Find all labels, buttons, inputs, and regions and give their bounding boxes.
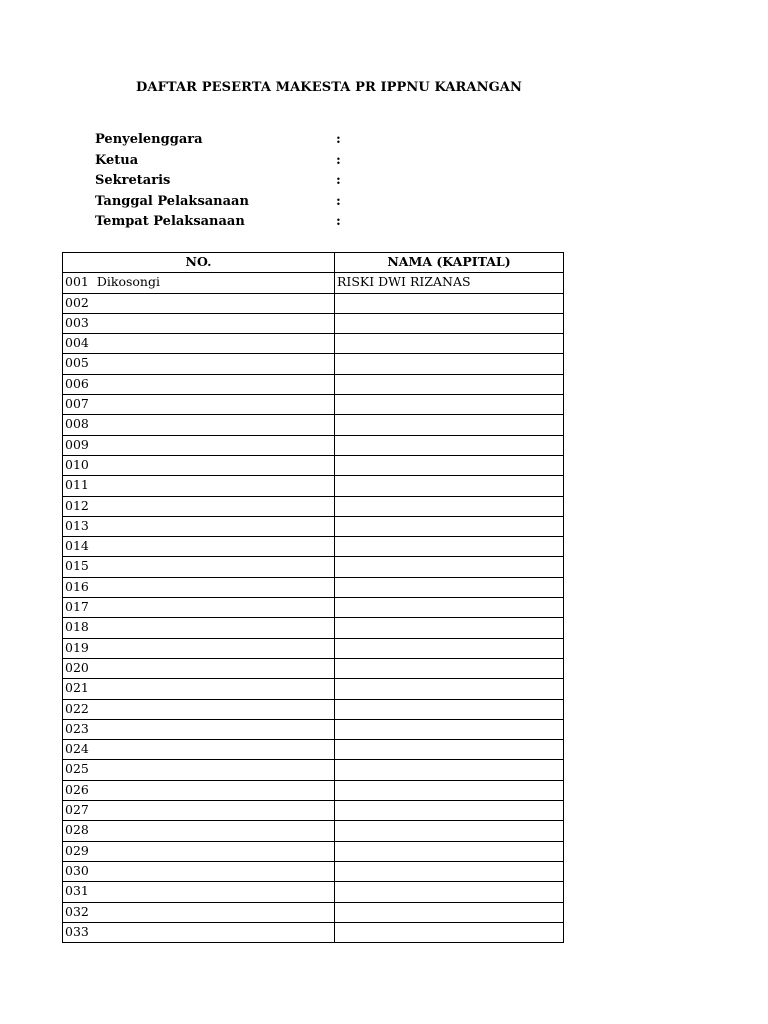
row-number: 019 (65, 639, 89, 655)
field-label: Penyelenggara (95, 132, 203, 147)
row-number-cell (63, 577, 335, 597)
row-number-cell (63, 902, 335, 922)
row-number: 009 (65, 436, 89, 452)
row-number-cell (63, 455, 335, 475)
row-number-cell (63, 760, 335, 780)
table-row (63, 598, 564, 618)
row-number-cell (63, 719, 335, 739)
row-number: 001 (65, 274, 89, 290)
row-number-cell (63, 638, 335, 658)
row-number: 015 (65, 558, 89, 574)
row-number: 027 (65, 802, 89, 818)
field-colon: : (336, 193, 341, 209)
table-header-row (63, 253, 564, 273)
row-number-cell (63, 476, 335, 496)
row-name-cell (335, 496, 564, 516)
row-name-cell (335, 455, 564, 475)
table-row (63, 658, 564, 678)
table-row (63, 760, 564, 780)
row-name-cell (335, 618, 564, 638)
row-number-cell (63, 537, 335, 557)
row-number: 013 (65, 517, 89, 533)
document-title: DAFTAR PESERTA MAKESTA PR IPPNU KARANGAN (136, 80, 522, 95)
table-row (63, 638, 564, 658)
row-number-cell (63, 313, 335, 333)
row-number: 028 (65, 822, 89, 838)
table-row (63, 557, 564, 577)
field-sekretaris (95, 171, 395, 192)
row-number: 023 (65, 720, 89, 736)
row-name-cell (335, 801, 564, 821)
field-colon: : (336, 173, 341, 188)
row-name-cell (335, 415, 564, 435)
table-row (63, 699, 564, 719)
row-number: 025 (65, 761, 89, 777)
field-colon: : (336, 152, 341, 168)
table-row (63, 455, 564, 475)
row-number: 004 (65, 335, 89, 351)
row-name-cell (335, 861, 564, 881)
row-name-cell (335, 882, 564, 902)
row-name-cell (335, 435, 564, 455)
row-name-cell (335, 598, 564, 618)
field-label: Sekretaris (95, 173, 171, 188)
field-label: Tempat Pelaksanaan (95, 214, 245, 229)
row-name-cell (335, 760, 564, 780)
row-number-cell (63, 658, 335, 678)
table-row (63, 293, 564, 313)
row-number-cell (63, 496, 335, 516)
table-row (63, 537, 564, 557)
row-number: 031 (65, 883, 89, 899)
field-label: Tanggal Pelaksanaan (95, 193, 249, 209)
table-row (63, 496, 564, 516)
table-row (63, 841, 564, 861)
table-row (63, 679, 564, 699)
row-number: 012 (65, 497, 89, 513)
table-row (63, 821, 564, 841)
row-number: 007 (65, 396, 89, 412)
table-row (63, 922, 564, 942)
row-number: 006 (65, 375, 89, 391)
table-row (63, 740, 564, 760)
row-name-cell (335, 293, 564, 313)
row-name-cell: RISKI DWI RIZANAS (335, 273, 564, 293)
field-penyelenggara (95, 130, 395, 151)
row-name-cell (335, 658, 564, 678)
row-name-cell (335, 313, 564, 333)
row-note: Dikosongi (96, 274, 160, 290)
row-name-cell (335, 334, 564, 354)
row-number-cell (63, 415, 335, 435)
table-row (63, 516, 564, 536)
row-name-cell (335, 841, 564, 861)
row-number: 026 (65, 781, 89, 797)
field-tanggal-pelaksanaan (95, 192, 395, 213)
table-row (63, 273, 564, 293)
row-number-cell (63, 618, 335, 638)
row-name-cell (335, 537, 564, 557)
row-number-cell (63, 841, 335, 861)
table-row (63, 334, 564, 354)
row-name-cell (335, 821, 564, 841)
row-number-cell (63, 598, 335, 618)
table-row (63, 435, 564, 455)
header-no: NO. (63, 253, 335, 273)
row-number-cell (63, 435, 335, 455)
table-row (63, 882, 564, 902)
table-row (63, 476, 564, 496)
row-number-cell (63, 922, 335, 942)
row-number: 020 (65, 659, 89, 675)
row-number-cell (63, 679, 335, 699)
table-body (63, 273, 564, 943)
row-number: 008 (65, 416, 89, 432)
row-number: 017 (65, 599, 89, 615)
row-name-cell (335, 719, 564, 739)
row-number: 003 (65, 314, 89, 330)
field-label: Ketua (95, 152, 139, 168)
row-number: 011 (65, 477, 89, 493)
row-number-cell (63, 395, 335, 415)
row-number: 021 (65, 680, 89, 696)
row-number-cell (63, 516, 335, 536)
row-number: 014 (65, 538, 89, 554)
row-number: 022 (65, 700, 89, 716)
table-row (63, 902, 564, 922)
field-tempat-pelaksanaan (95, 212, 395, 233)
row-number-cell (63, 740, 335, 760)
table-row (63, 861, 564, 881)
row-number-cell (63, 821, 335, 841)
table-row (63, 374, 564, 394)
row-name-cell (335, 699, 564, 719)
row-number: 002 (65, 294, 89, 310)
table-row (63, 313, 564, 333)
row-number: 018 (65, 619, 89, 635)
row-name-cell (335, 902, 564, 922)
table-row (63, 780, 564, 800)
row-number: 016 (65, 578, 89, 594)
row-number-cell (63, 861, 335, 881)
row-number-cell (63, 374, 335, 394)
row-name-cell (335, 922, 564, 942)
row-number: 029 (65, 842, 89, 858)
row-number-cell (63, 293, 335, 313)
row-number: 032 (65, 903, 89, 919)
row-number: 024 (65, 741, 89, 757)
row-name-cell (335, 780, 564, 800)
info-block (95, 130, 395, 233)
row-number-cell (63, 801, 335, 821)
row-name-cell (335, 740, 564, 760)
row-number: 030 (65, 862, 89, 878)
row-name-cell (335, 476, 564, 496)
row-number-cell (63, 780, 335, 800)
row-number-cell (63, 882, 335, 902)
table-row (63, 415, 564, 435)
row-number-cell (63, 334, 335, 354)
row-name-cell (335, 354, 564, 374)
table-row (63, 395, 564, 415)
row-number: 033 (65, 923, 89, 939)
header-name: NAMA (KAPITAL) (335, 253, 564, 273)
row-name-cell (335, 395, 564, 415)
row-number: 005 (65, 355, 89, 371)
participant-table (62, 252, 564, 943)
row-number-cell (63, 699, 335, 719)
row-number-cell (63, 354, 335, 374)
row-name-cell (335, 638, 564, 658)
table-row (63, 618, 564, 638)
table-row (63, 577, 564, 597)
table-row (63, 719, 564, 739)
field-ketua (95, 151, 395, 172)
field-colon: : (336, 214, 341, 229)
table-row (63, 801, 564, 821)
field-colon: : (336, 132, 341, 147)
row-name-cell (335, 679, 564, 699)
row-name-cell (335, 577, 564, 597)
row-number-cell (63, 557, 335, 577)
table-row (63, 354, 564, 374)
row-name-cell (335, 557, 564, 577)
row-name-cell (335, 516, 564, 536)
row-number-cell (63, 273, 335, 293)
row-number: 010 (65, 456, 89, 472)
row-name-cell (335, 374, 564, 394)
